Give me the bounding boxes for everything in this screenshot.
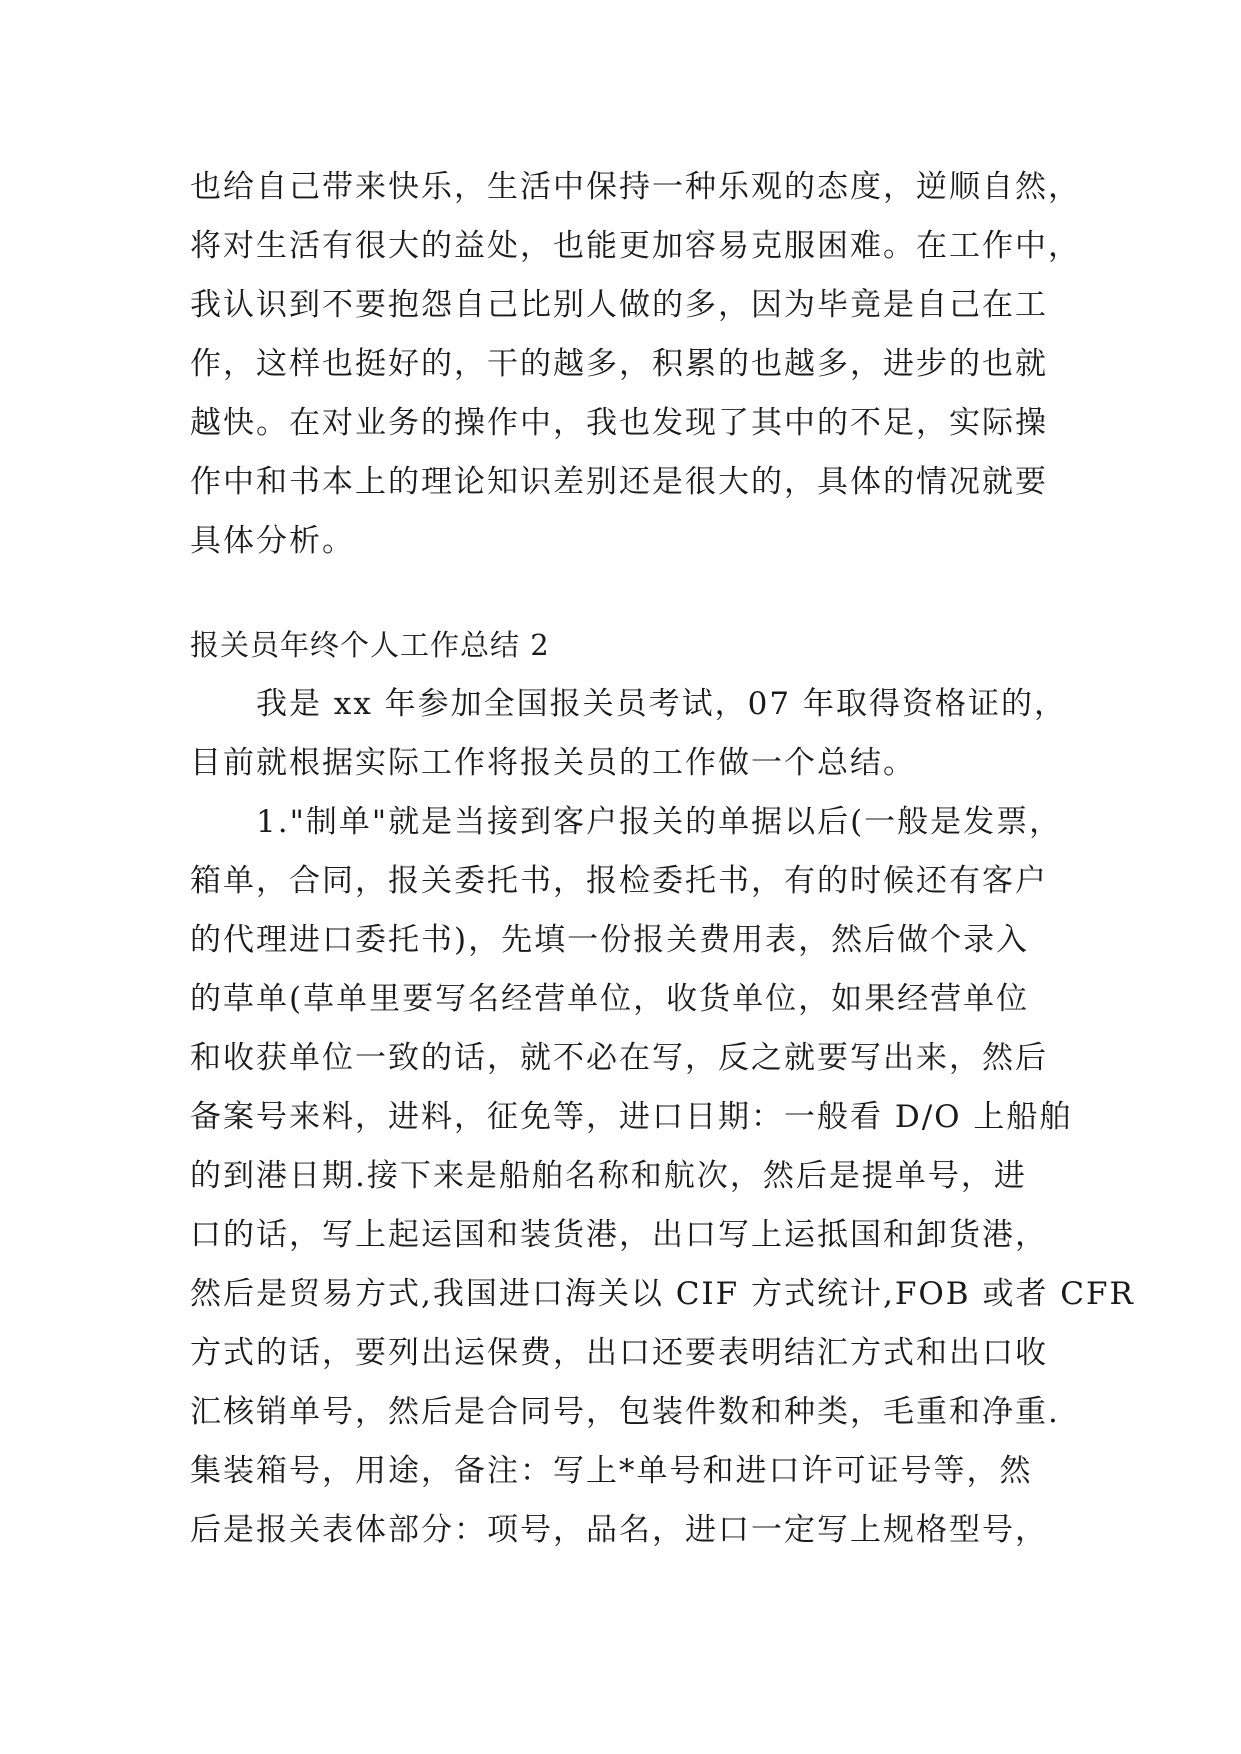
paragraph-line: 的代理进口委托书)，先填一份报关费用表，然后做个录入 [190,922,1030,958]
paragraph-line: 目前就根据实际工作将报关员的工作做一个总结。 [190,745,916,781]
paragraph-line: 箱单，合同，报关委托书，报检委托书，有的时候还有客户 [190,863,1048,899]
paragraph-line: 口的话，写上起运国和装货港，出口写上运抵国和卸货港， [190,1217,1048,1253]
paragraph-line: 然后是贸易方式,我国进口海关以 CIF 方式统计,FOB 或者 CFR [190,1276,1135,1312]
paragraph-line: 的到港日期.接下来是船舶名称和航次，然后是提单号，进 [190,1158,1027,1194]
paragraph-line: 备案号来料，进料，征免等，进口日期：一般看 D/O 上船舶 [190,1099,1073,1135]
paragraph-line: 方式的话，要列出运保费，出口还要表明结汇方式和出口收 [190,1335,1048,1371]
paragraph-line: 作中和书本上的理论知识差别还是很大的，具体的情况就要 [190,464,1048,500]
paragraph-line: 我认识到不要抱怨自己比别人做的多，因为毕竟是自己在工 [190,287,1048,323]
paragraph-line: 后是报关表体部分：项号，品名，进口一定写上规格型号， [190,1512,1048,1548]
paragraph-line: 和收获单位一致的话，就不必在写，反之就要写出来，然后 [190,1040,1048,1076]
paragraph-line: 也给自己带来快乐，生活中保持一种乐观的态度，逆顺自然， [190,169,1081,205]
paragraph-line: 我是 xx 年参加全国报关员考试，07 年取得资格证的， [256,686,1067,722]
paragraph-line: 的草单(草单里要写名经营单位，收货单位，如果经营单位 [190,981,1030,1017]
section-heading: 报关员年终个人工作总结 2 [190,628,550,662]
paragraph-line: 将对生活有很大的益处，也能更加容易克服困难。在工作中， [190,228,1081,264]
paragraph-2 [190,675,1135,1560]
paragraph-line: 汇核销单号，然后是合同号，包装件数和种类，毛重和净重. [190,1394,1060,1430]
paragraph-line: 1."制单"就是当接到客户报关的单据以后(一般是发票， [256,804,1063,840]
paragraph-line: 作，这样也挺好的，干的越多，积累的也越多，进步的也就 [190,346,1048,382]
paragraph-line: 越快。在对业务的操作中，我也发现了其中的不足，实际操 [190,405,1048,441]
paragraph-line: 具体分析。 [190,523,355,559]
paragraph-1 [190,158,1090,571]
paragraph-line: 集装箱号，用途，备注：写上*单号和进口许可证号等，然 [190,1453,1033,1489]
